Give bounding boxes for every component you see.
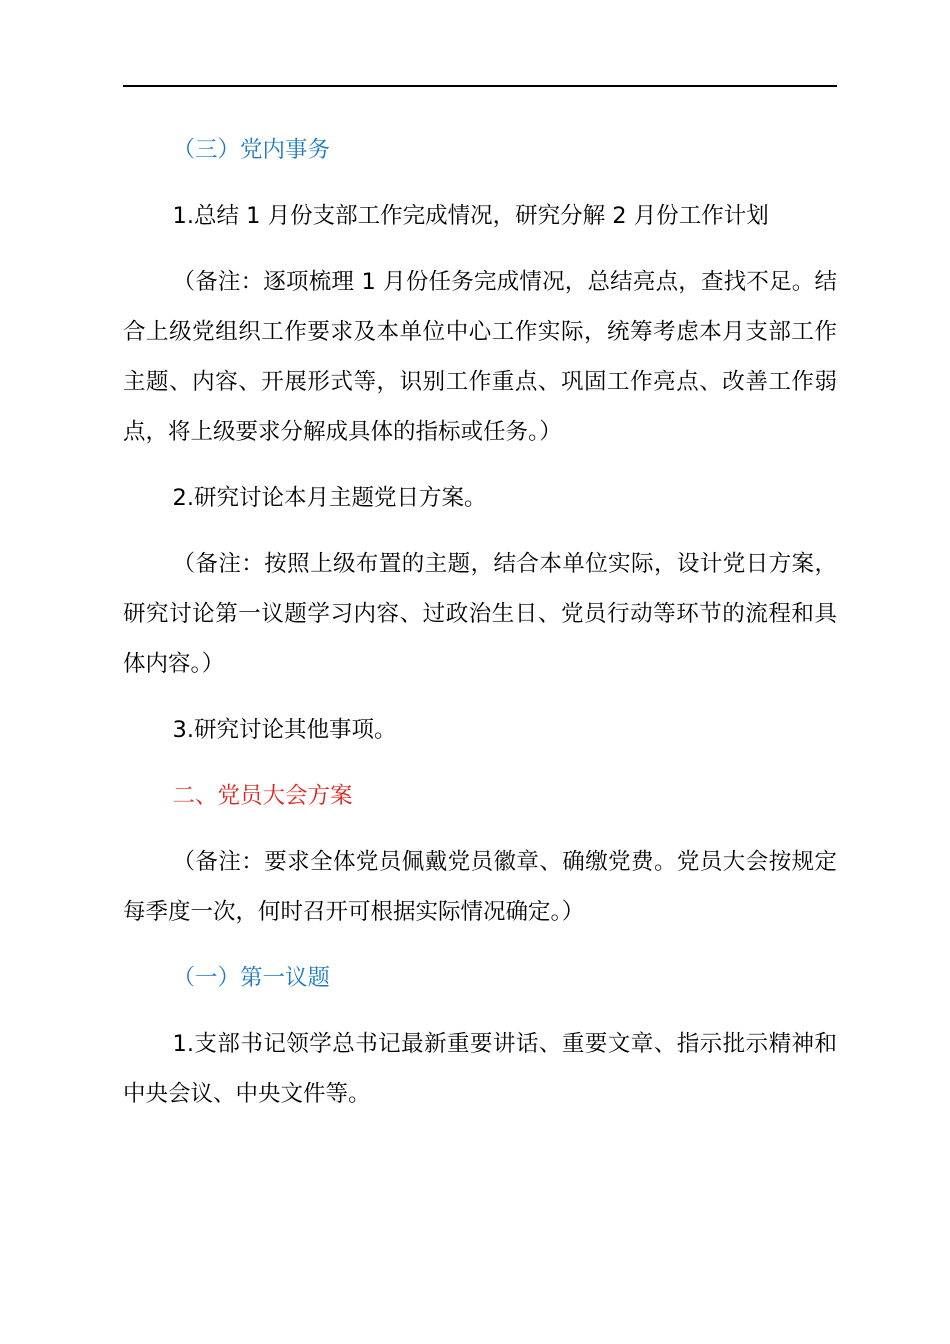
item-1-summary: 1.总结 1 月份支部工作完成情况，研究分解 2 月份工作计划 [172,203,769,229]
header-rule [123,85,837,87]
note-2: （备注：按照上级布置的主题，结合本单位实际，设计党日方案，研究讨论第一议题学习内容、过政治生日、党员行动等环节的流程和具体内容。） [123,551,837,677]
section-heading-member-meeting: 二、党员大会方案 [172,783,353,809]
item-3-other: 3.研究讨论其他事项。 [172,717,397,743]
item-1-study: 1.支部书记领学总书记最新重要讲话、重要文章、指示批示精神和中央会议、中央文件等。 [123,1031,837,1107]
document-body [123,125,837,1135]
note-1: （备注：逐项梳理 1 月份任务完成情况，总结亮点，查找不足。结合上级党组织工作要求及本单位中心工作实际，统筹考虑本月支部工作主题、内容、开展形式等，识别工作重点、巩固工作亮点、改善工作弱点，将上级要求分解成具体的指标或任务。） [123,269,837,445]
section-heading-party-affairs: （三）党内事务 [172,137,331,163]
section-heading-first-topic: （一）第一议题 [172,965,331,991]
note-3: （备注：要求全体党员佩戴党员徽章、确缴党费。党员大会按规定每季度一次，何时召开可根据实际情况确定。） [123,849,837,925]
item-2-theme-day: 2.研究讨论本月主题党日方案。 [172,485,487,511]
